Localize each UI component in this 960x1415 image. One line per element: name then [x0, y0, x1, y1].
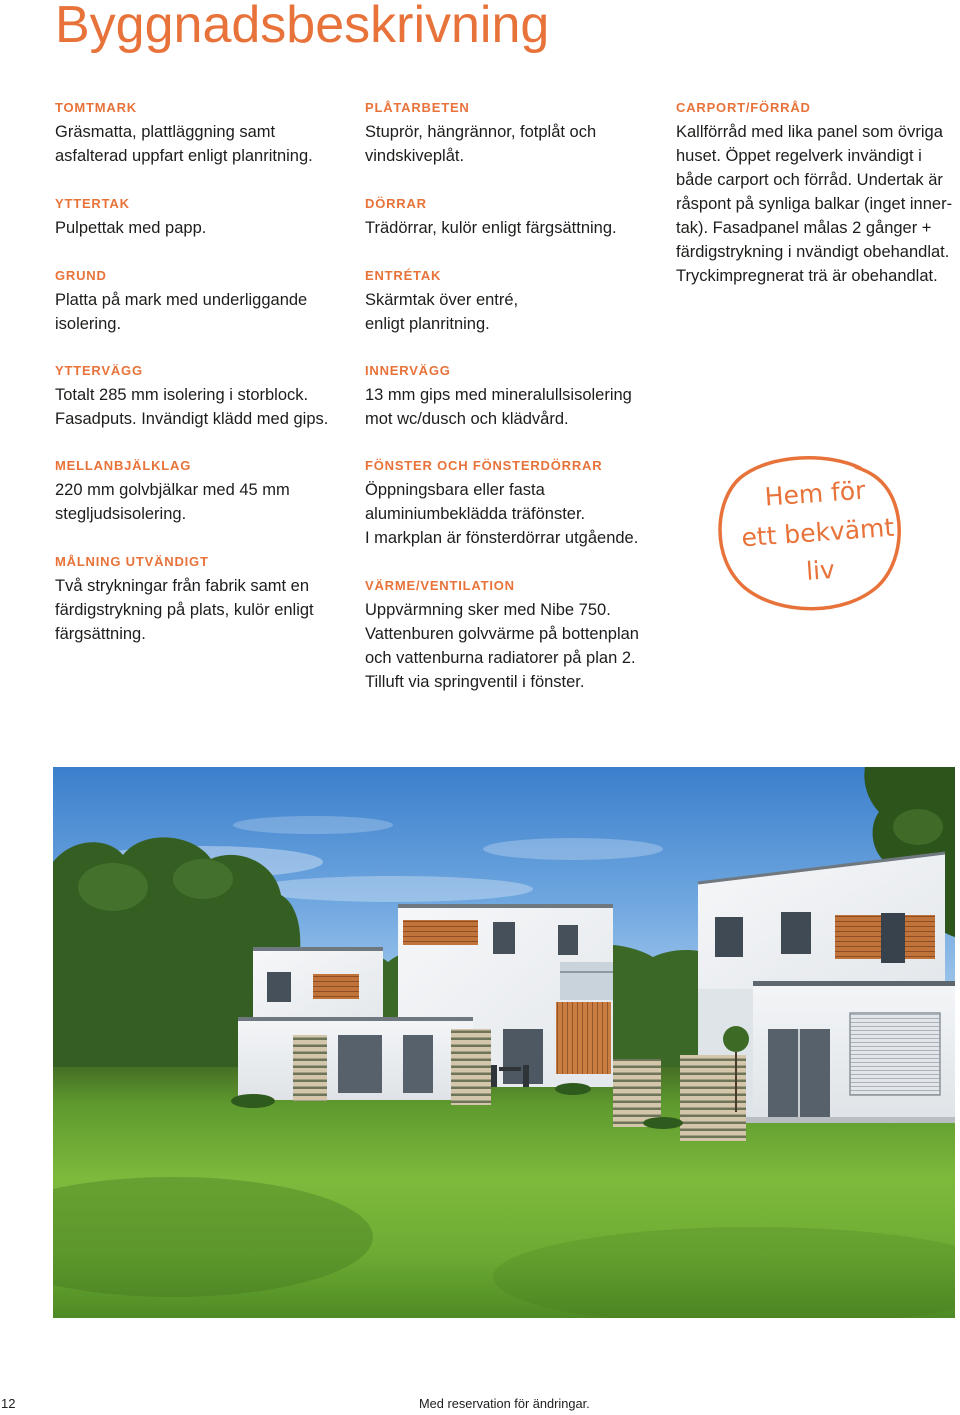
tree-highlight: [173, 859, 233, 899]
section-line: färdigstrykning i nvändigt obehandlat.: [676, 243, 950, 261]
section-line: Totalt 285 mm isolering i storblock.: [55, 386, 309, 404]
column-2-top: [365, 96, 617, 360]
section-line: asfalterad uppfart enligt planritning.: [55, 147, 313, 165]
section-line: stegljudsisolering.: [55, 505, 187, 523]
section-heading: MÅLNING UTVÄNDIGT: [55, 554, 209, 569]
footer-note: Med reservation för ändringar.: [419, 1396, 590, 1411]
section-line: aluminiumbeklädda träfönster.: [365, 505, 586, 523]
section-line: Fasadputs. Invändigt klädd med gips.: [55, 410, 329, 428]
patio-chair: [491, 1065, 497, 1087]
column-1-middle: [55, 359, 328, 455]
section-line: och vattenburna radiatorer på plan 2.: [365, 649, 636, 667]
roof-edge: [238, 1017, 473, 1021]
fence: [613, 1059, 661, 1127]
section-line: 13 mm gips med mineralullsisolering: [365, 386, 632, 404]
tree-highlight: [893, 809, 943, 845]
section-heading: CARPORT/FÖRRÅD: [676, 100, 811, 115]
cloud: [253, 876, 533, 902]
section-line: råspont på synliga balkar (inget inner-: [676, 195, 953, 213]
blinds-window: [850, 1013, 940, 1095]
section-tomtmark: [55, 96, 313, 168]
house-photo: [53, 767, 955, 1318]
section-line: Trädörrar, kulör enligt färgsättning.: [365, 219, 617, 237]
window: [267, 972, 291, 1002]
bush: [231, 1094, 275, 1108]
window: [493, 922, 515, 954]
section-yttervagg: [55, 359, 328, 431]
section-line: Öppningsbara eller fasta: [365, 481, 545, 499]
patio-table: [499, 1067, 521, 1071]
balcony: [560, 962, 613, 1000]
section-line: färdigstrykning på plats, kulör enligt: [55, 601, 314, 619]
section-entretak: [365, 264, 617, 336]
section-dorrar: [365, 192, 617, 240]
section-heading: INNERVÄGG: [365, 363, 451, 378]
wood-panel: [313, 974, 359, 999]
section-mellanbjalklag: [55, 454, 314, 526]
section-varme: [365, 574, 639, 694]
section-line: Gräsmatta, plattläggning samt: [55, 123, 276, 141]
section-line: Skärmtak över entré,: [365, 291, 519, 309]
section-heading: TOMTMARK: [55, 100, 137, 115]
stamp-line: Hem för: [763, 475, 867, 512]
section-line: färgsättning.: [55, 625, 146, 643]
section-line: Pulpettak med papp.: [55, 219, 207, 237]
section-line: isolering.: [55, 315, 122, 333]
house-photo-scene: [53, 767, 955, 1318]
patio-chair: [523, 1065, 529, 1087]
section-heading: VÄRME/VENTILATION: [365, 578, 515, 593]
bush: [555, 1083, 591, 1095]
section-line: både carport och förråd. Undertak är: [676, 171, 943, 189]
window: [558, 925, 578, 955]
section-line: huset. Öppet regelverk invändigt i: [676, 147, 922, 165]
fence: [451, 1029, 491, 1105]
stamp-line: liv: [805, 554, 836, 586]
window: [715, 917, 743, 957]
window: [881, 913, 905, 963]
stamp-line: ett bekvämt: [740, 512, 896, 553]
section-line: 220 mm golvbjälkar med 45 mm: [55, 481, 290, 499]
cloud: [483, 838, 663, 860]
section-fonster: [365, 454, 639, 550]
column-3-top: [676, 96, 952, 312]
section-yttertak: [55, 192, 313, 240]
wood-panel: [403, 920, 478, 945]
column-2-middle: [365, 359, 632, 455]
section-line: Platta på mark med underliggande: [55, 291, 308, 309]
fence: [293, 1035, 327, 1101]
section-line: Tryckimpregnerat trä är obehandlat.: [676, 267, 938, 285]
section-carport: [676, 96, 952, 288]
section-heading: PLÅTARBETEN: [365, 100, 470, 115]
column-1-bottom: [55, 454, 314, 670]
bush: [643, 1117, 683, 1129]
tree-crown: [723, 1026, 749, 1052]
section-heading: YTTERTAK: [55, 196, 130, 211]
section-line: tak). Fasadpanel målas 2 gånger +: [676, 219, 932, 237]
section-line: I markplan är fönsterdörrar utgående.: [365, 529, 639, 547]
section-line: mot wc/dusch och klädvård.: [365, 410, 569, 428]
section-line: Två strykningar från fabrik samt en: [55, 577, 310, 595]
window: [403, 1035, 433, 1093]
column-2-bottom: [365, 454, 639, 718]
section-heading: FÖNSTER OCH FÖNSTERDÖRRAR: [365, 458, 603, 473]
column-1-top: [55, 96, 313, 360]
section-heading: MELLANBJÄLKLAG: [55, 458, 192, 473]
page-title: Byggnadsbeskrivning: [55, 0, 550, 54]
section-innervagg: [365, 359, 632, 431]
section-heading: ENTRÉTAK: [365, 268, 442, 283]
section-heading: DÖRRAR: [365, 196, 427, 211]
section-malning: [55, 550, 314, 646]
roof-edge: [253, 947, 383, 951]
roof-edge: [398, 904, 613, 908]
section-grund: [55, 264, 313, 336]
window: [338, 1035, 382, 1093]
section-heading: GRUND: [55, 268, 107, 283]
tree-highlight: [78, 863, 148, 911]
section-line: Stuprör, hängrännor, fotplåt och: [365, 123, 597, 141]
section-platarbeten: [365, 96, 617, 168]
cloud: [233, 816, 393, 834]
wood-panel: [556, 1002, 611, 1074]
window: [781, 912, 811, 954]
section-line: Tilluft via springventil i fönster.: [365, 673, 585, 691]
section-heading: YTTERVÄGG: [55, 363, 143, 378]
section-line: Vattenburen golvvärme på bottenplan: [365, 625, 639, 643]
section-line: enligt planritning.: [365, 315, 490, 333]
slogan-stamp: [710, 448, 910, 618]
roof-edge: [753, 981, 955, 986]
section-line: Kallförråd med lika panel som övriga: [676, 123, 943, 141]
page-number: 12: [1, 1396, 16, 1411]
section-line: Uppvärmning sker med Nibe 750.: [365, 601, 611, 619]
section-line: vindskiveplåt.: [365, 147, 465, 165]
